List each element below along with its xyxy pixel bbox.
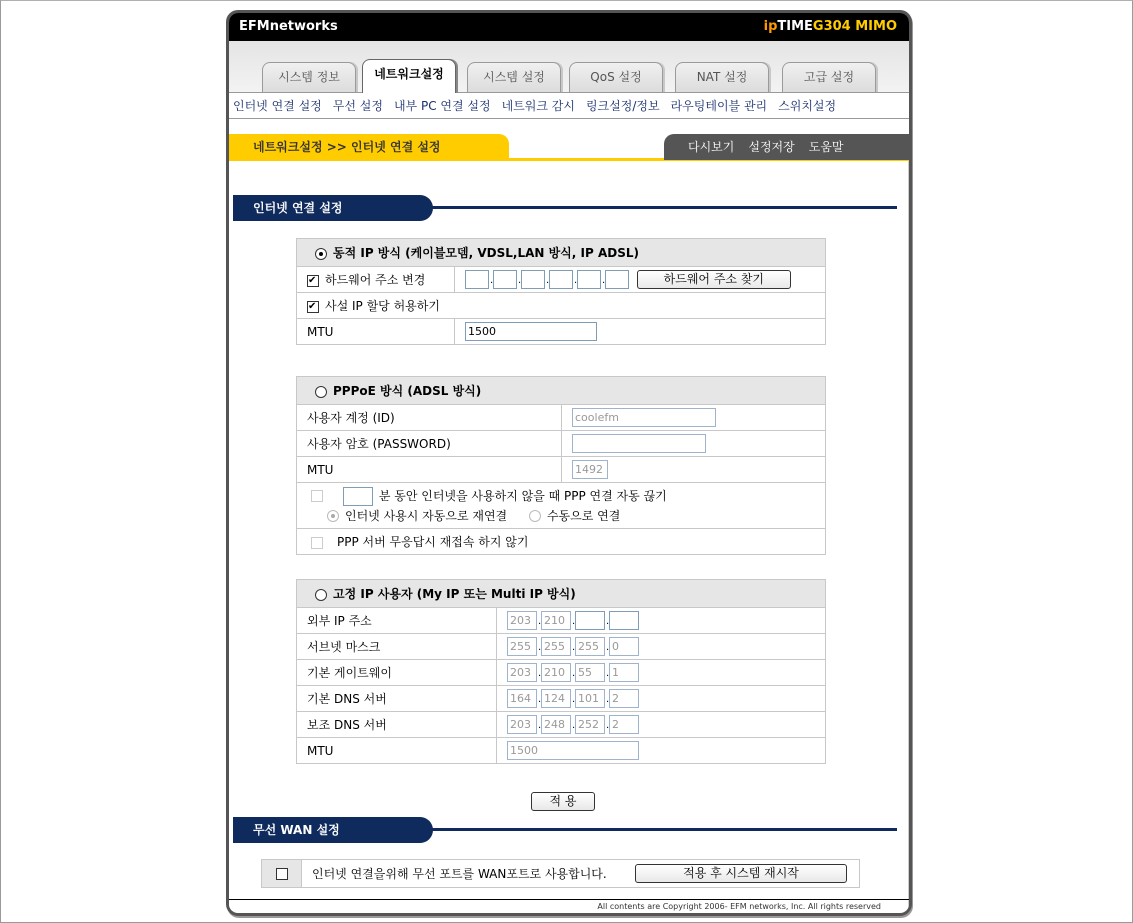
model-label: ipTIMEG304 MIMO [763, 19, 897, 34]
pppoe-id-label: 사용자 계정 (ID) [297, 405, 562, 431]
mac-octet-input[interactable] [577, 270, 601, 289]
mac-octet-input[interactable] [521, 270, 545, 289]
pppoe-password-input[interactable] [572, 434, 706, 453]
pppoe-radio[interactable] [315, 386, 327, 398]
breadcrumb: 네트워크설정 >> 인터넷 연결 설정 [229, 134, 509, 160]
pppoe-table [296, 376, 826, 555]
static-row-label: 보조 DNS 서버 [297, 712, 497, 738]
auto-reconnect-label: 인터넷 사용시 자동으로 재연결 [345, 508, 508, 523]
tab-system-info[interactable]: 시스템 정보 [262, 62, 356, 92]
pppoe-option[interactable] [297, 377, 826, 405]
pppoe-mtu-input[interactable]: 1492 [572, 460, 608, 479]
private-ip-label: 사설 IP 할당 허용하기 [325, 299, 440, 313]
idle-disconnect-label: 분 동안 인터넷을 사용하지 않을 때 PPP 연결 자동 끊기 [378, 488, 667, 503]
wireless-wan-checkbox[interactable] [276, 868, 288, 880]
submenu-link-info[interactable]: 링크설정/정보 [585, 99, 660, 113]
mac-octet-input[interactable] [605, 270, 629, 289]
idle-minutes-input[interactable] [343, 487, 373, 506]
ip-octet-input[interactable]: 255 [541, 637, 571, 656]
no-reconnect-checkbox[interactable] [311, 537, 323, 549]
main-tab-bar [229, 41, 909, 93]
ip-octet-input[interactable]: 203 [507, 715, 537, 734]
manual-connect-label: 수동으로 연결 [546, 508, 621, 523]
ip-octet-input[interactable]: 210 [541, 611, 571, 630]
top-bar [229, 13, 909, 41]
ip-octet-input[interactable]: 124 [541, 689, 571, 708]
wireless-wan-title: 무선 WAN 설정 [233, 817, 433, 843]
ip-octet-input[interactable]: 252 [575, 715, 605, 734]
private-ip-checkbox[interactable] [307, 301, 319, 313]
static-row-label: 외부 IP 주소 [297, 608, 497, 634]
static-row-label: 기본 게이트웨이 [297, 660, 497, 686]
ip-octet-input[interactable]: 255 [575, 637, 605, 656]
no-reconnect-label: PPP 서버 무응답시 재접속 하지 않기 [337, 535, 529, 549]
ip-octet-input[interactable] [575, 611, 605, 630]
submenu-internet-connection[interactable]: 인터넷 연결 설정 [233, 99, 322, 113]
static-row-label: 서브넷 마스크 [297, 634, 497, 660]
pppoe-password-label: 사용자 암호 (PASSWORD) [297, 431, 562, 457]
pppoe-mtu-label: MTU [297, 457, 562, 483]
static-row-label: 기본 DNS 서버 [297, 686, 497, 712]
submenu-switch[interactable]: 스위치설정 [778, 99, 837, 113]
static-mtu-label: MTU [297, 738, 497, 764]
dynamic-mtu-input[interactable]: 1500 [465, 322, 597, 341]
tab-advanced-settings[interactable]: 고급 설정 [782, 62, 876, 92]
ip-octet-input[interactable]: 0 [609, 637, 639, 656]
brand-label: EFMnetworks [239, 19, 338, 34]
static-ip-title: 고정 IP 사용자 (My IP 또는 Multi IP 방식) [333, 587, 576, 601]
ip-octet-input[interactable]: 2 [609, 689, 639, 708]
dynamic-ip-option[interactable] [297, 239, 826, 267]
submenu-internal-pc[interactable]: 내부 PC 연결 설정 [393, 99, 491, 113]
ip-octet-input[interactable]: 248 [541, 715, 571, 734]
dynamic-ip-title: 동적 IP 방식 (케이블모뎀, VDSL,LAN 방식, IP ADSL) [333, 246, 639, 260]
pppoe-title: PPPoE 방식 (ADSL 방식) [333, 384, 482, 398]
tab-qos-settings[interactable]: QoS 설정 [569, 62, 663, 92]
find-hw-address-button[interactable]: 하드웨어 주소 찾기 [637, 270, 791, 289]
content-area [229, 161, 909, 911]
action-bar [664, 134, 909, 160]
internet-section-title: 인터넷 연결 설정 [233, 195, 433, 221]
ip-octet-input[interactable]: 203 [507, 663, 537, 682]
mac-octet-input[interactable] [465, 270, 489, 289]
ip-octet-input[interactable] [609, 611, 639, 630]
reload-link[interactable]: 다시보기 [688, 140, 735, 154]
tab-system-settings[interactable]: 시스템 설정 [467, 62, 561, 92]
manual-connect-radio[interactable] [529, 510, 541, 522]
tab-network-settings[interactable]: 네트워크설정 [362, 59, 456, 93]
submenu-routing-table[interactable]: 라우팅테이블 관리 [670, 99, 768, 113]
sub-menu [229, 93, 909, 119]
mac-octet-input[interactable] [549, 270, 573, 289]
dynamic-mtu-label: MTU [297, 319, 455, 345]
help-link[interactable]: 도움말 [808, 140, 844, 154]
ip-octet-input[interactable]: 2 [609, 715, 639, 734]
idle-disconnect-checkbox[interactable] [311, 490, 323, 502]
dynamic-ip-table: 동적 IP 방식 (케이블모뎀, VDSL,LAN 방식, IP ADSL) ✔하드웨어 주소 변경 . . . . . 하드웨어 주소 찾기 ✔사설 IP 할당 허용하기 MTU 1500 [296, 238, 826, 345]
mac-octet-input[interactable] [493, 270, 517, 289]
breadcrumb-bar [229, 134, 909, 160]
auto-reconnect-radio[interactable] [327, 510, 339, 522]
wireless-wan-label: 인터넷 연결을위해 무선 포트를 WAN포트로 사용합니다. [302, 860, 622, 888]
static-ip-table: 고정 IP 사용자 (My IP 또는 Multi IP 방식) 외부 IP 주소 203 . 210 . . 서브넷 마스크 255 . 255 . 255 . 0 기본 게이트웨이 203 . 210 . 55 . 1 기본 DNS 서버 164 . 124 . 101 . 2 보조 DNS 서버 203 . 248 . 252 . 2 MTU 1500 [296, 579, 826, 764]
tab-nat-settings[interactable]: NAT 설정 [675, 62, 769, 92]
static-ip-option[interactable] [297, 580, 826, 608]
section-rule [429, 828, 897, 831]
hw-change-checkbox[interactable] [307, 275, 319, 287]
ip-octet-input[interactable]: 164 [507, 689, 537, 708]
submenu-network-monitor[interactable]: 네트워크 감시 [501, 99, 575, 113]
ip-octet-input[interactable]: 210 [541, 663, 571, 682]
dynamic-ip-radio[interactable] [315, 248, 327, 260]
footer-rule [229, 899, 909, 900]
ip-octet-input[interactable]: 1 [609, 663, 639, 682]
section-rule [429, 206, 897, 209]
hw-change-label: 하드웨어 주소 변경 [325, 273, 426, 287]
ip-octet-input[interactable]: 255 [507, 637, 537, 656]
submenu-wireless[interactable]: 무선 설정 [332, 99, 383, 113]
ip-octet-input[interactable]: 55 [575, 663, 605, 682]
apply-restart-button[interactable]: 적용 후 시스템 재시작 [635, 864, 847, 883]
pppoe-id-input[interactable]: coolefm [572, 408, 716, 427]
copyright-footer: All contents are Copyright 2006- EFM networks, Inc. All rights reserved [597, 902, 881, 911]
static-ip-radio[interactable] [315, 589, 327, 601]
router-admin-panel [226, 10, 912, 916]
static-mtu-input[interactable]: 1500 [507, 741, 639, 760]
save-settings-link[interactable]: 설정저장 [748, 140, 795, 154]
apply-button[interactable]: 적 용 [531, 792, 595, 811]
ip-octet-input[interactable]: 101 [575, 689, 605, 708]
ip-octet-input[interactable]: 203 [507, 611, 537, 630]
wireless-wan-table [261, 859, 860, 888]
